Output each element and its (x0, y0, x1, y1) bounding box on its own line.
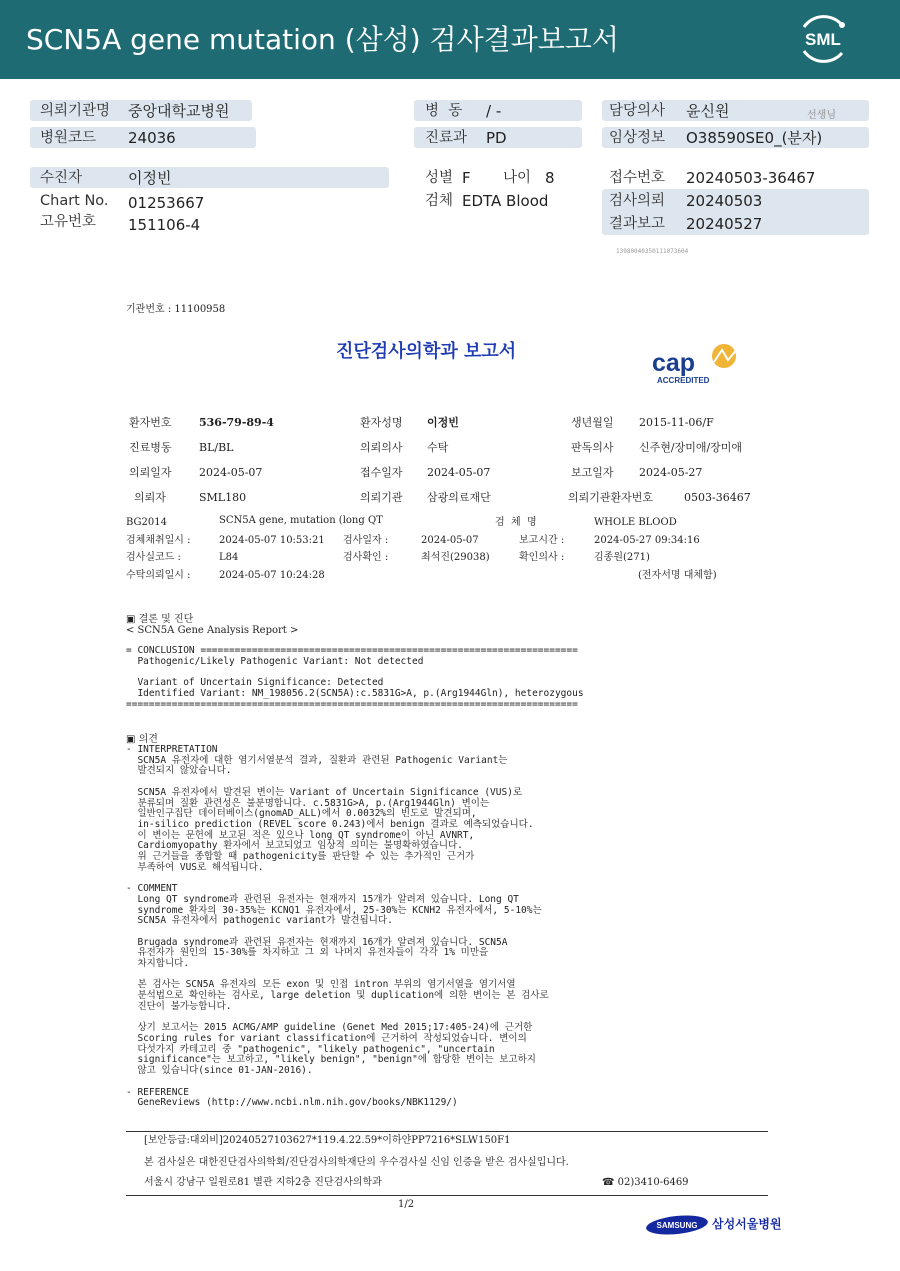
unique-no-value: 151106-4 (128, 216, 201, 234)
patient-name-value: 이정빈 (427, 416, 459, 429)
page-number: 1/2 (398, 1199, 415, 1210)
confirm-value: 최석진(29038) (421, 552, 490, 563)
lab-code-value: L84 (219, 552, 239, 563)
header-banner (0, 0, 900, 79)
requesting-doctor-value: 수탁 (427, 441, 449, 454)
hospital-name: 삼성서울병원 (712, 1217, 782, 1231)
grid-label: 접수일자 (360, 466, 403, 479)
reading-doctor-value: 신주현/장미애/장미애 (639, 441, 743, 454)
sml-logo (794, 13, 852, 65)
report-title: 진단검사의학과 보고서 (336, 341, 517, 362)
field-bar (30, 167, 389, 188)
footer-divider (126, 1131, 768, 1132)
opinion-block: - INTERPRETATION SCN5A 유전자에 대한 염기서열분석 결과, 질환과 관련된 Pathogenic Variant는 발견되지 않았습니다. SCN5A 유전자에서 발견된 변이는 Variant of Uncertain Significance (VUS)로 분류되며 질환 관련성은 불분명합니다. c.5831G>A, p.(Arg1944Gln) 변이는 일반인구집단 데이터베이스(gnomAD_ALL)에서 0.0032%의 빈도로 발견되며, in-silico prediction (REVEL score 0.243)에서 benign 결과로 예측되었습니다. 이 변이는 문헌에 보고된 적은 있으나 long QT syndrome이 아닌 AVNRT, Cardiomyopathy 환자에서 보고되었고 임상적 의미는 불명확하였습니다. 위 근거들을 종합할 때 pathogenicity를 판단할 수 있는 추가적인 근거가 부족하여 VUS로 해석됩니다. - COMMENT Long QT syndrome과 관련된 유전자는 현재까지 15개가 알려져 있습니다. Long QT syndrome 환자의 30-35%는 KCNQ1 유전자에서, 25-30%는 KCNH2 유전자에서, 5-10%는 SCN5A 유전자에서 pathogenic variant가 발견됩니다. Brugada syndrome과 관련된 유전자는 현재까지 16개가 알려져 있습니다. SCN5A 유전자가 원인의 15-30%를 차지하고 그 외 나머지 유전자들이 각각 1% 미만을 차지합니다. 본 검사는 SCN5A 유전자의 모든 exon 및 인접 intron 부위의 염기서열을 염기서열 분석법으로 확인하는 검사로, large deletion 및 duplication에 의한 변이는 본 검사로 진단이 불가능합니다. 상기 보고서는 2015 ACMG/AMP guideline (Genet Med 2015;17:405-24)에 근거한 Scoring rules for variant classification에 근거하여 작성되었습니다. 변이의 다섯가지 카테고리 중 "pathogenic", "likely pathogenic", "uncertain significance"는 보고하고, "likely benign", "benign"에 합당한 변이는 보고하지 않고 있습니다(since 01-JAN-2016). - REFERENCE GeneReviews (http://www.ncbi.nlm.nih.gov/books/NBK1129/) (126, 744, 549, 1109)
dept-label: 진료과 (425, 130, 468, 146)
e-sign-note: (전자서명 대체함) (638, 570, 717, 581)
examinee-value: 이정빈 (128, 169, 172, 187)
requester-value: SML180 (199, 491, 247, 504)
receipt-date-value: 2024-05-07 (427, 466, 491, 479)
specimen-name-value: WHOLE BLOOD (594, 517, 677, 528)
receipt-value: 20240503-36467 (686, 169, 816, 187)
request-value: 20240503 (686, 192, 763, 210)
lab-phone: ☎ 02)3410-6469 (602, 1177, 689, 1188)
age-label: 나이 (503, 170, 532, 186)
grid-label: 진료병동 (129, 441, 172, 454)
doctor-value: 윤신원 (686, 102, 730, 120)
birth-date-value: 2015-11-06/F (639, 416, 714, 429)
grid-label: 의뢰일자 (129, 466, 172, 479)
clinical-label: 임상정보 (609, 130, 666, 146)
result-label: 결과보고 (609, 216, 666, 232)
ward-value: / - (486, 102, 502, 120)
collect-label: 검체채취일시 : (126, 535, 191, 546)
dept-value: PD (486, 129, 507, 147)
lab-code-label: 검사실코드 : (126, 552, 181, 563)
institution-value: 중앙대학교병원 (128, 102, 230, 120)
cap-logo (648, 342, 744, 386)
page-title: SCN5A gene mutation (삼성) 검사결과보고서 (26, 23, 619, 56)
cap-logo-text: cap (652, 349, 696, 377)
lab-address: 서울시 강남구 일원로81 별관 지하2층 진단검사의학과 (144, 1177, 382, 1188)
test-name: SCN5A gene, mutation (long QT (219, 515, 383, 526)
request-label: 검사의뢰 (609, 193, 666, 209)
institution-label: 의뢰기관명 (40, 103, 111, 119)
age-value: 8 (545, 169, 555, 187)
doctor-suffix: 선생님 (807, 110, 836, 121)
certification-text: 본 검사실은 대한진단검사의학회/진단검사의학재단의 우수검사실 신임 인증을 받은 검사실입니다. (144, 1157, 569, 1168)
result-heading: ▣ 결론 및 진단 (126, 614, 194, 625)
receipt-label: 접수번호 (609, 170, 666, 186)
institution-number: 기관번호 : 11100958 (126, 304, 226, 315)
request-date-value: 2024-05-07 (199, 466, 263, 479)
hospital-code-value: 24036 (128, 129, 176, 147)
test-code: BG2014 (126, 517, 167, 528)
grid-label: 의뢰기관환자번호 (568, 491, 654, 504)
grid-label: 의뢰의사 (360, 441, 403, 454)
sex-value: F (462, 169, 471, 187)
cap-accredited-text: ACCREDITED (657, 376, 710, 385)
grid-label: 환자번호 (129, 416, 172, 429)
footer-divider (126, 1195, 768, 1196)
sex-label: 성별 (425, 170, 454, 186)
doctor-label: 담당의사 (609, 103, 666, 119)
requesting-org-value: 삼광의료재단 (427, 491, 491, 504)
specimen-value: EDTA Blood (462, 192, 549, 210)
examinee-label: 수진자 (40, 170, 83, 186)
consign-value: 2024-05-07 10:24:28 (219, 570, 325, 581)
barcode-text: 13980040350111073604 (616, 248, 689, 255)
conclusion-block: = CONCLUSION ================================================================== Pathogenic/Likely Pathogenic Variant: Not detected Variant of Uncertain Significance: Detected Identified Variant: NM_198056.2(SCN5A):c.5831G>A, p.(Arg1944Gln), heterozygous =============================================================================== (126, 645, 584, 710)
confirm-doctor-value: 김종원(271) (594, 552, 650, 563)
hospital-code-label: 병원코드 (40, 130, 97, 146)
consign-label: 수탁의뢰일시 : (126, 570, 191, 581)
grid-label: 판독의사 (571, 441, 614, 454)
grid-label: 의뢰기관 (360, 491, 403, 504)
org-patient-no-value: 0503-36467 (684, 491, 751, 504)
grid-label: 환자성명 (360, 416, 403, 429)
confirm-doctor-label: 확인의사 : (519, 552, 565, 563)
clinical-value: O38590SE0_(분자) (686, 129, 823, 147)
report-time-value: 2024-05-27 09:34:16 (594, 535, 700, 546)
chart-no-label: Chart No. (40, 193, 109, 209)
report-name: < SCN5A Gene Analysis Report > (126, 625, 299, 636)
grid-label: 의뢰자 (134, 491, 166, 504)
unique-no-label: 고유번호 (40, 214, 97, 230)
report-date-value: 2024-05-27 (639, 466, 703, 479)
confirm-label: 검사확인 : (343, 552, 389, 563)
grid-label: 보고일자 (571, 466, 614, 479)
test-date-label: 검사일자 : (343, 535, 389, 546)
sml-logo-text: SML (805, 30, 841, 49)
security-line: [보안등급:대외비]20240527103627*119.4.22.59*이하얀PP7216*SLW150F1 (144, 1135, 511, 1146)
specimen-label: 검체 (425, 193, 454, 209)
samsung-logo (645, 1214, 709, 1236)
specimen-name-label: 검 체 명 (495, 517, 537, 528)
samsung-logo-text: SAMSUNG (656, 1221, 698, 1230)
report-time-label: 보고시간 : (519, 535, 565, 546)
ward-grid-value: BL/BL (199, 441, 234, 454)
collect-value: 2024-05-07 10:53:21 (219, 535, 325, 546)
opinion-heading: ▣ 의견 (126, 734, 158, 745)
grid-label: 생년월일 (571, 416, 614, 429)
test-date-value: 2024-05-07 (421, 535, 479, 546)
result-value: 20240527 (686, 215, 763, 233)
chart-no-value: 01253667 (128, 194, 205, 212)
patient-number-value: 536-79-89-4 (199, 416, 274, 429)
ward-label: 병 동 (425, 103, 463, 119)
